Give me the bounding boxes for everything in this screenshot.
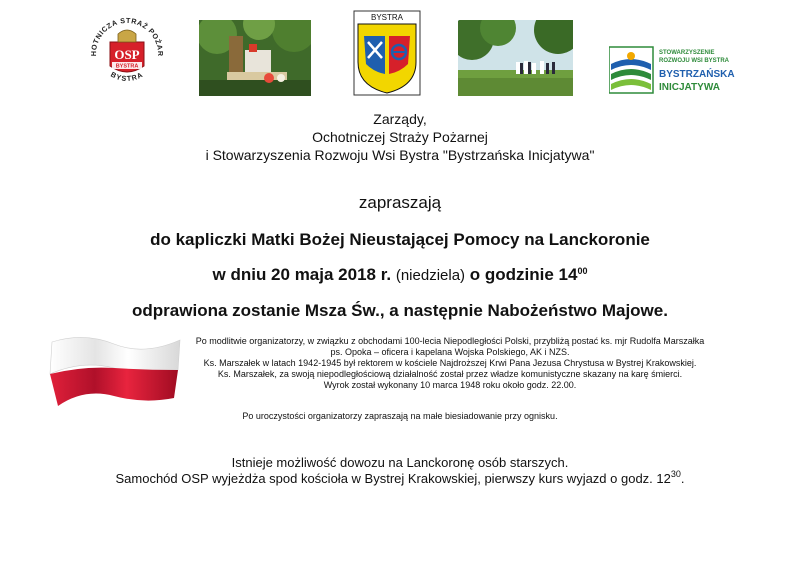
invite-text: zapraszają xyxy=(358,193,442,212)
osp-center-text: OSP xyxy=(114,47,140,62)
srwb-name1: BYSTRZAŃSKA xyxy=(659,69,735,80)
bonfire-line: Po uroczystości organizatorzy zapraszają na małe biesiadowanie przy ognisku. xyxy=(242,411,558,421)
gathering-photo xyxy=(458,20,573,96)
details-line4: Ks. Marszałek, za swoją niepodległościową działalność został przez władze komunistyczne skazany na karę śmierci. xyxy=(217,369,683,379)
srwb-name2: INICJATYWA xyxy=(659,82,720,93)
details-block xyxy=(160,336,740,391)
osp-ring-text: HOTNICZA STRAŻ POŻAR xyxy=(88,15,166,57)
bystra-coat-of-arms xyxy=(352,10,422,96)
event-weekday: (niedziela) xyxy=(395,267,466,284)
details-line3: Ks. Marszałek w latach 1942-1945 był rektorem w kościele Najdroższej Krwi Pana Jezusa Chrystusa w Bystrej Krakowskiej. xyxy=(203,358,697,368)
osp-logo xyxy=(88,12,166,96)
place-line: do kapliczki Matki Bożej Nieustającej Pomocy na Lanckoronie xyxy=(150,230,650,249)
osp-banner-text: BYSTRA xyxy=(115,63,139,70)
date-line xyxy=(0,265,800,285)
details-line5: Wyrok został wykonany 10 marca 1948 roku około godz. 22.00. xyxy=(323,380,577,390)
srwb-logo xyxy=(609,46,739,96)
details-line2: ps. Opoka – oficera i kapelana Wojska Polskiego, AK i NZS. xyxy=(330,347,570,357)
header-line3: i Stowarzyszenia Rozwoju Wsi Bystra "Bystrzańska Inicjatywa" xyxy=(205,147,595,163)
event-time: o godzinie $14^{00}$ xyxy=(469,265,588,284)
mass-line: odprawiona zostanie Msza Św., a następnie Nabożeństwo Majowe. xyxy=(132,301,668,320)
event-date: w dniu 20 maja 2018 r. xyxy=(212,265,392,284)
coat-label: BYSTRA xyxy=(370,13,404,22)
chapel-photo xyxy=(199,20,311,96)
details-line1: Po modlitwie organizatorzy, w związku z obchodami 100-lecia Niepodległości Polski, przybliżą postać ks. mjr Rudolfa Marszałka xyxy=(195,336,705,346)
transport-line2: Samochód OSP wyjeżdża spod kościoła w Bystrej Krakowskiej, pierwszy kurs wyjazd o godz. $12^{30}$. xyxy=(115,469,685,486)
transport-line1: Istnieje możliwość dowozu na Lanckoronę osób starszych. xyxy=(231,455,569,470)
srwb-line1: STOWARZYSZENIE xyxy=(659,50,715,56)
header-line1: Zarządy, xyxy=(373,111,427,127)
header-line2: Ochotniczej Straży Pożarnej xyxy=(312,129,488,145)
osp-bottom-text: BYSTRA xyxy=(109,69,145,84)
srwb-line2: ROZWOJU WSI BYSTRA xyxy=(659,58,729,64)
